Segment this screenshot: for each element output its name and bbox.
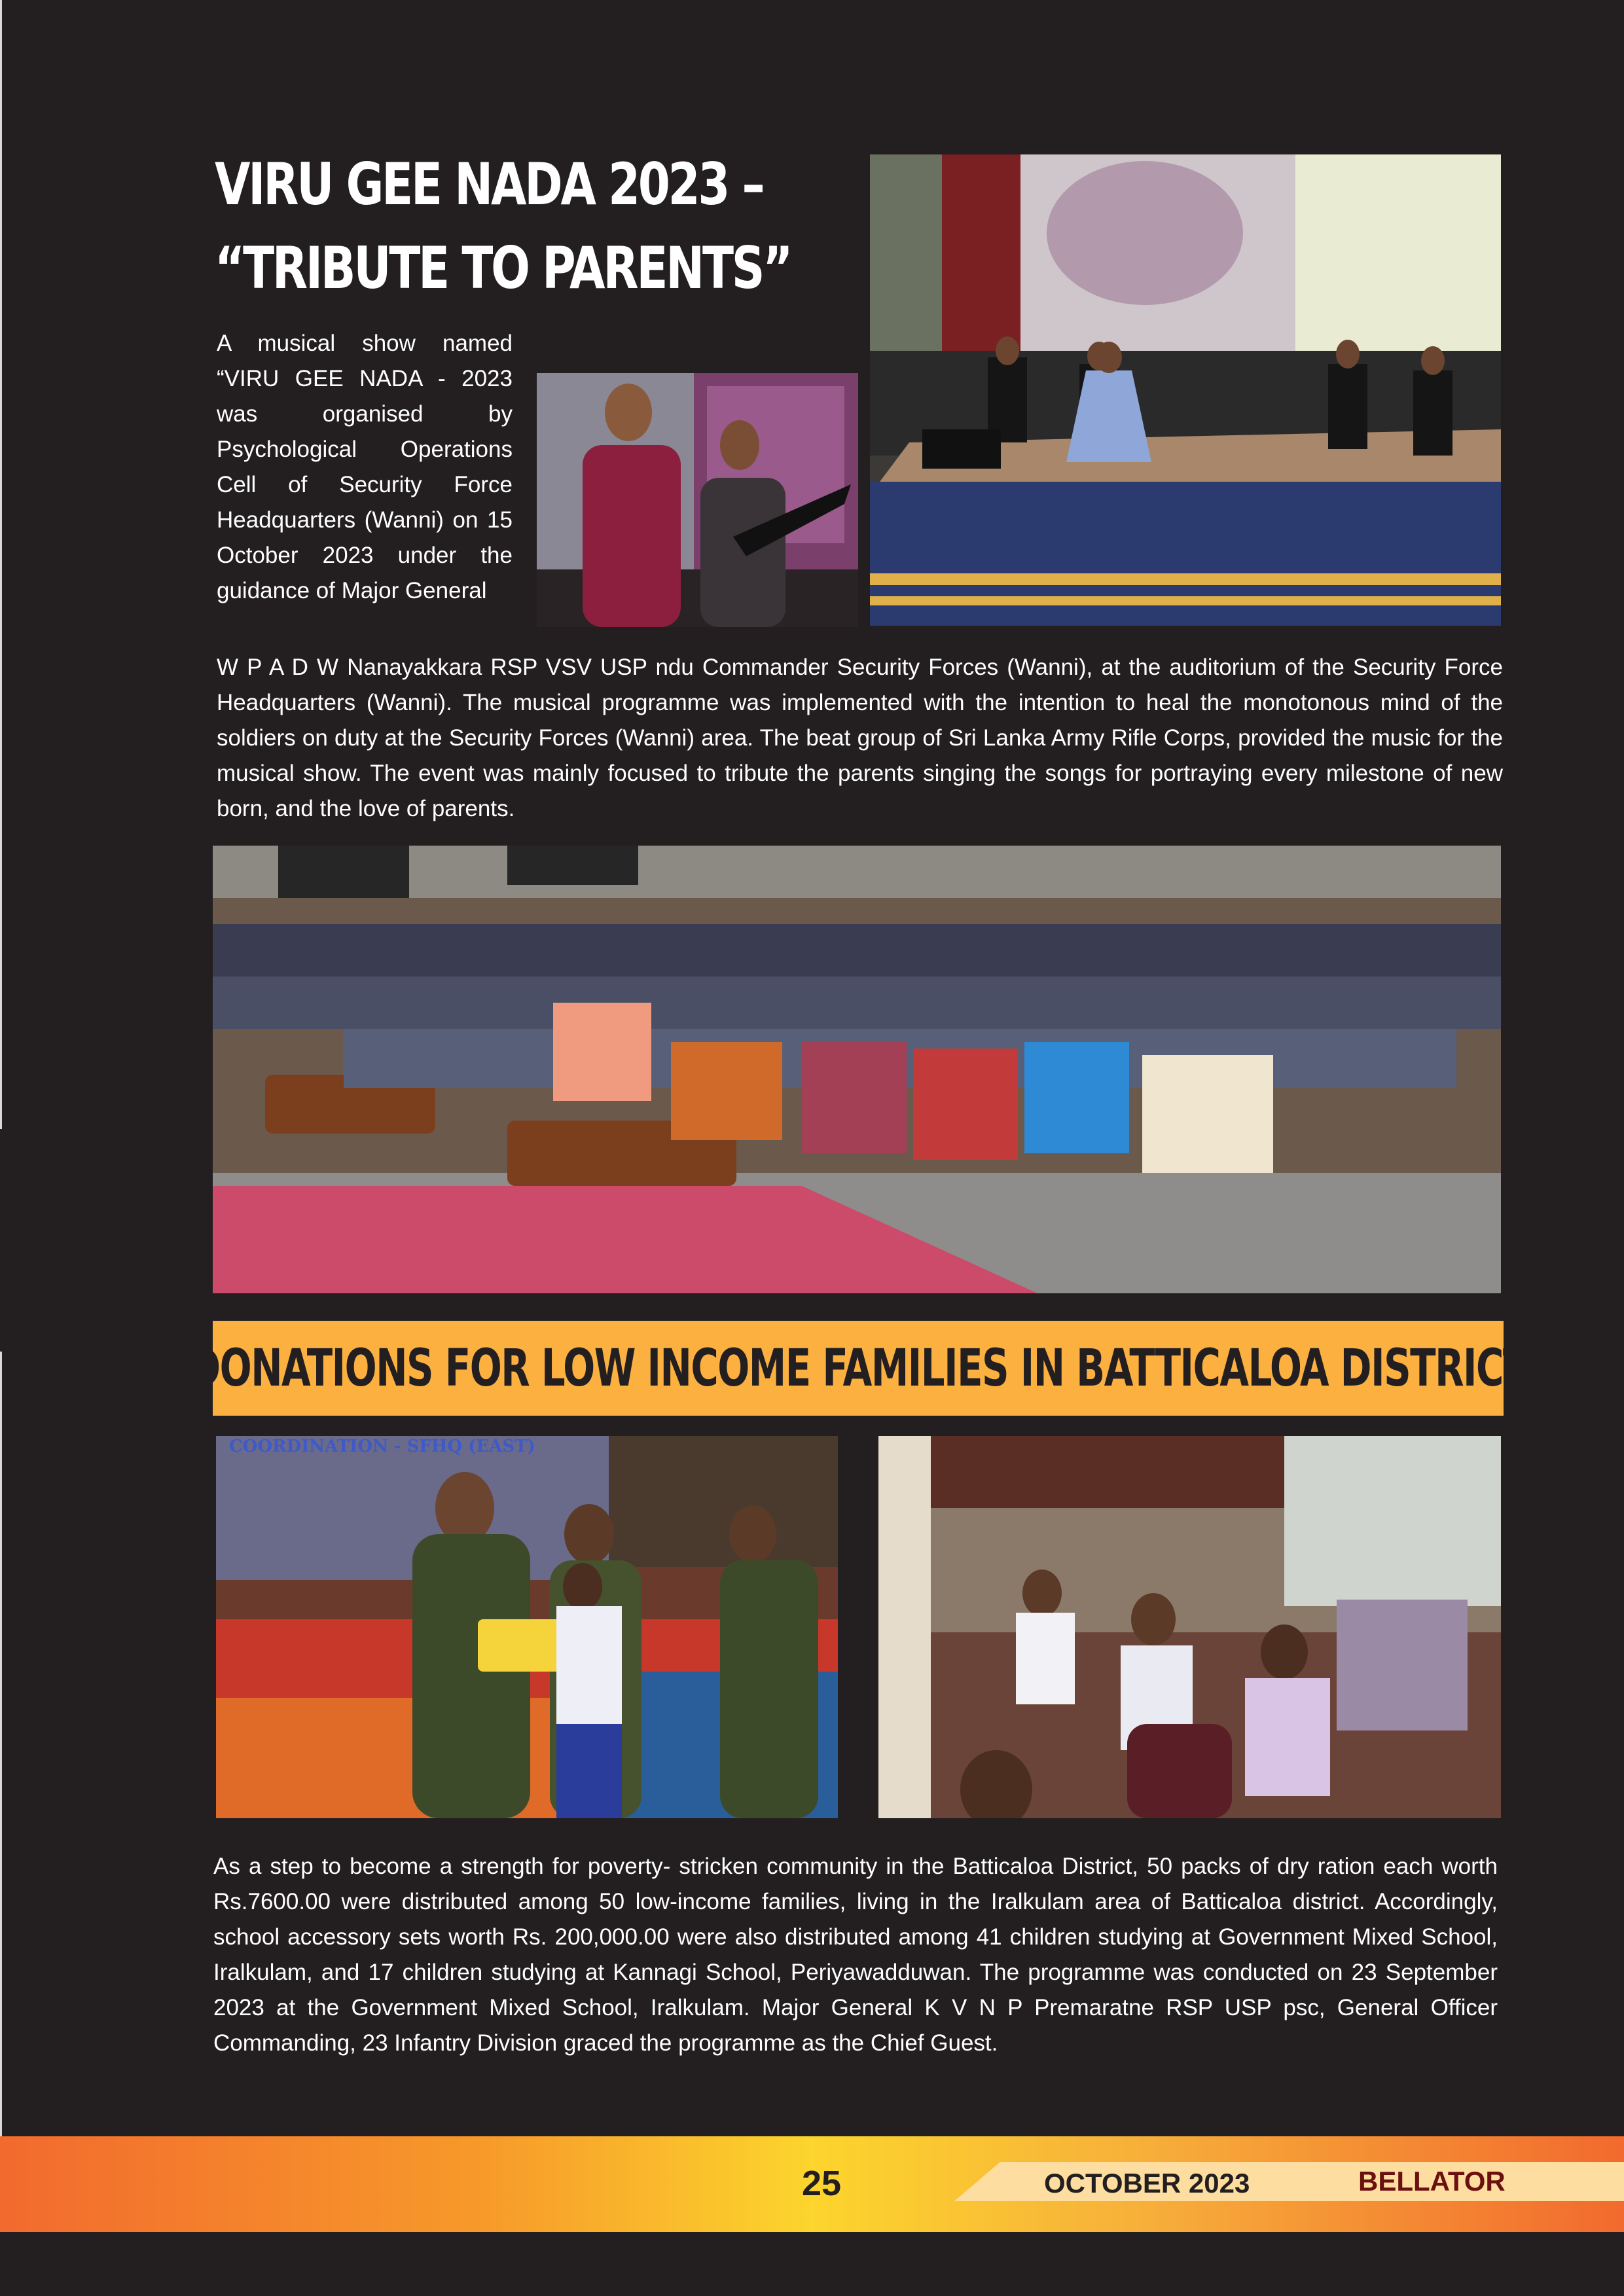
photo-children-seated (878, 1436, 1501, 1818)
photo-handover (216, 1436, 838, 1818)
page-edge-top (0, 0, 2, 1129)
article-body: W P A D W Nanayakkara RSP VSV USP ndu Commander Security Forces (Wanni), at the auditorium of the Security Force Headquarters (Wanni). The musical programme was implemented with the intention to heal the monotonous mind of the soldiers on duty at the Security Forces (Wanni) area. The beat group of Sri Lanka Army Rifle Corps, provided the music for the musical show. The event was mainly focused to tribute the parents singing the songs for portraying every milestone of new born, and the love of parents. (217, 655, 1503, 821)
photo-stage-band (870, 154, 1501, 626)
article-title-line1: VIRU GEE NADA 2023 – (215, 151, 763, 218)
section-title: DONATIONS FOR LOW INCOME FAMILIES IN BATTICALOA DISTRICT (189, 1338, 1528, 1398)
page-number: 25 (801, 2164, 842, 2203)
photo-duet-singers (537, 373, 858, 627)
section-banner (189, 1321, 1528, 1416)
issue-date: OCTOBER 2023 (1044, 2168, 1250, 2198)
photo-banner-text: COORDINATION - SFHQ (EAST) (229, 1437, 535, 1456)
photo-audience (213, 846, 1501, 1293)
article-title (215, 143, 791, 310)
article2-body: As a step to become a strength for poverty- stricken community in the Batticaloa District, 50 packs of dry ration each worth Rs.7600.00 were distributed among 50 low-income families, living in the Iralkulam area of Batticaloa district. Accordingly, school accessory sets worth Rs. 200,000.00 were also distributed among 41 children studying at Government Mixed School, Iralkulam, and 17 children studying at Kannagi School, Periyawadduwan. The programme was conducted on 23 September 2023 at the Government Mixed School, Iralkulam. Major General K V N P Premaratne RSP USP psc, General Officer Commanding, 23 Infantry Division graced the programme as the Chief Guest. (213, 1854, 1498, 2056)
article-title-line2: “TRIBUTE TO PARENTS” (215, 234, 791, 302)
article-intro: A musical show named “VIRU GEE NADA - 2023 was organised by Psychological Operations Cell of Security Force Headquarters (Wanni) on 15 October 2023 under the guidance of Major General (217, 331, 513, 603)
page-edge-bottom (0, 1352, 2, 2137)
magazine-name: BELLATOR (1358, 2166, 1506, 2197)
